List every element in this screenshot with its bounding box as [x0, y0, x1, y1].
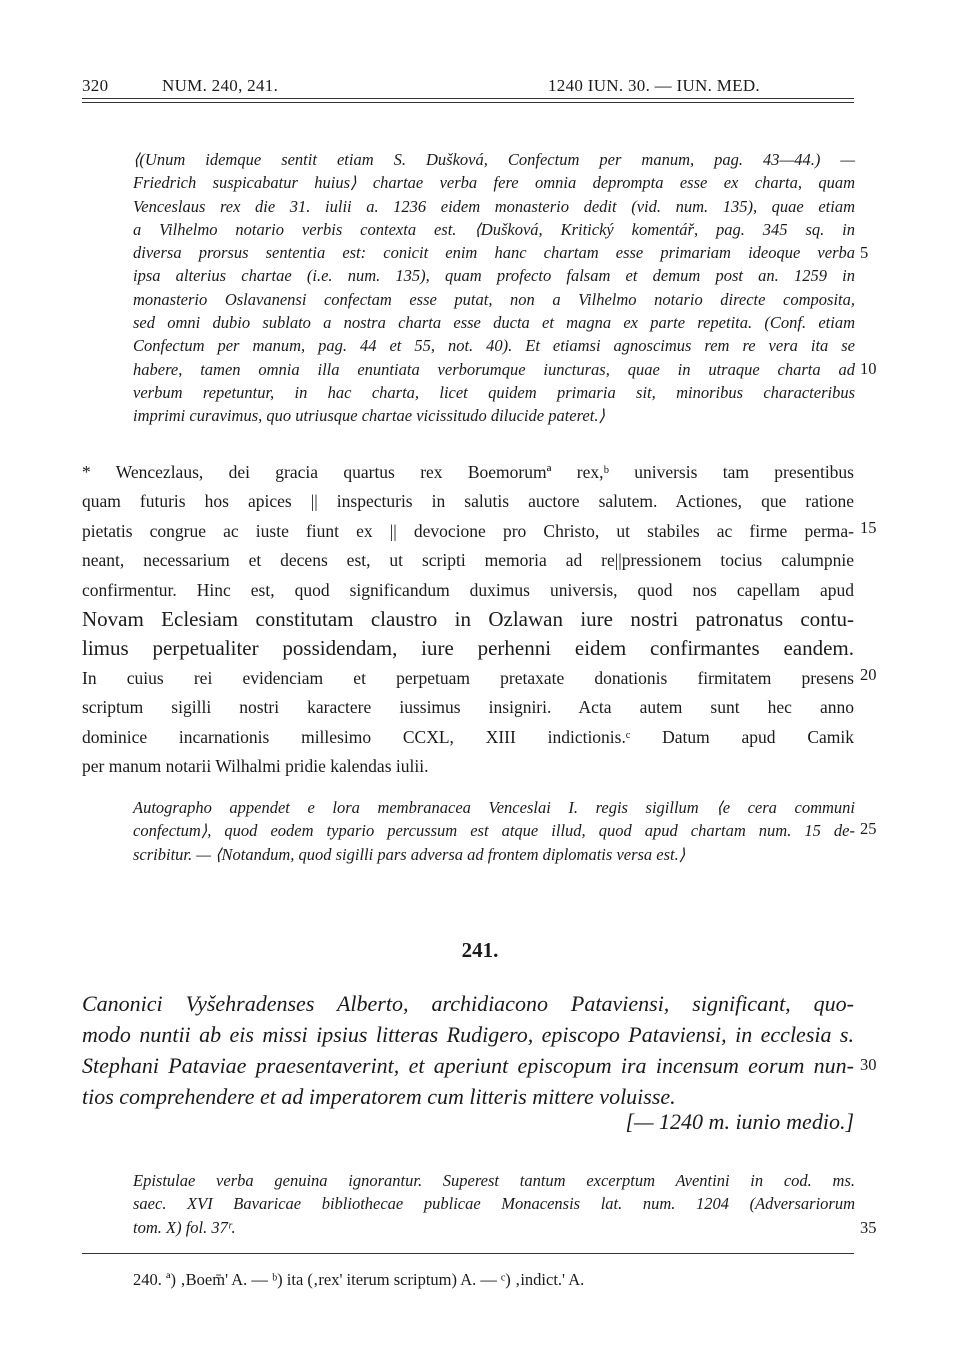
line-number: 30: [860, 1055, 877, 1074]
charter-text: [82, 458, 854, 781]
header-rule-double: [82, 102, 854, 103]
seal-note: [133, 796, 855, 866]
line-number: 15: [860, 518, 877, 537]
commentary-line: sed omni dubio sublato a nostra charta esse ducta et magna ex parte repetita. (Conf. etiam: [133, 313, 855, 333]
charter-line: limus perpetualiter possidendam, iure perhenni eidem confirmantes eandem.: [82, 636, 854, 661]
source-line: tom. X) fol. 37ʳ.: [133, 1217, 236, 1237]
regest-line: modo nuntii ab eis missi ipsius litteras Rudigero, episcopo Pataviensi, in ecclesia s.: [82, 1022, 854, 1047]
source-line: Epistulae verba genuina ignorantur. Superest tantum excerptum Aventini in cod. ms.: [133, 1171, 855, 1190]
commentary-line: Confectum per manum, pag. 44 et 55, not. 40). Et etiamsi agnoscimus rem re vera ita se: [133, 336, 855, 356]
commentary-line: ipsa alterius chartae (i.e. num. 135), quam profecto falsam et demum post an. 1259 in: [133, 266, 855, 286]
charter-line: confirmentur. Hinc est, quod significandum duximus universis, quod nos capellam apud: [82, 579, 854, 600]
commentary-line: verbum repetuntur, in hac charta, licet quidem primaria sit, minoribus characteribus: [133, 382, 855, 402]
line-number: 35: [860, 1218, 877, 1237]
commentary-line: Venceslaus rex die 31. iulii a. 1236 eidem monasterio dedit (vid. num. 135), quae etiam: [133, 196, 855, 216]
header-rule: [82, 98, 854, 99]
charter-line: pietatis congrue ac iuste fiunt ex || devocione pro Christo, ut stabiles ac firme perma-: [82, 520, 854, 541]
charter-line: scriptum sigilli nostri karactere iussimus insigniri. Acta autem sunt hec anno: [82, 697, 854, 718]
document-date: [— 1240 m. iunio medio.]: [625, 1109, 854, 1134]
regest-line: Canonici Vyšehradenses Alberto, archidiacono Pataviensi, significant, quo-: [82, 991, 854, 1016]
commentary-line: a Vilhelmo notario verbis contexta est. ⟨Dušková, Kritický komentář, pag. 345 sq. in: [133, 219, 855, 239]
charter-line: * Wencezlaus, dei gracia quartus rex Boemorumª rex,ᵇ universis tam presentibus: [82, 462, 854, 482]
charter-line: In cuius rei evidenciam et perpetuam pretaxate donationis firmitatem presens: [82, 667, 854, 688]
note-line: confectum⟩, quod eodem typario percussum est atque illud, quod apud chartam num. 15 de-: [133, 821, 855, 841]
regest-block: [82, 988, 854, 1112]
commentary-line: diversa prorsus sententia est: conicit enim hanc chartam esse primariam ideoque verba: [133, 243, 855, 263]
commentary-line: imprimi curavimus, quo utriusque chartae vicissitudo dilucide pateret.⟩: [133, 406, 605, 426]
regest-line: tios comprehendere et ad imperatorem cum litteris mittere voluisse.: [82, 1084, 676, 1109]
charter-line: dominice incarnationis millesimo CCXL, XIII indictionis.ᶜ Datum apud Camik: [82, 726, 854, 747]
commentary-line: monasterio Oslavanensi confectam esse putat, non a Vilhelmo notario directe composita,: [133, 289, 855, 309]
note-line: scribitur. — ⟨Notandum, quod sigilli pars adversa ad frontem diplomatis versa est.⟩: [133, 844, 686, 864]
footnote: [133, 1270, 855, 1290]
commentary-line: Friedrich suspicabatur huius⟩ chartae verba fere omnia deprompta esse ex charta, quam: [133, 173, 855, 193]
source-note: [133, 1169, 855, 1239]
line-number: 20: [860, 665, 877, 684]
footnote-text: 240. ª) ‚Boem̄' A. — ᵇ) ita (‚rex' iterum scriptum) A. — ᶜ) ‚indict.' A.: [133, 1270, 585, 1289]
line-number: 5: [860, 243, 869, 262]
charter-line: neant, necessarium et decens est, ut scripti memoria ad re||pressionem tocius calumpnie: [82, 550, 854, 571]
page-number: 320: [82, 76, 109, 95]
regest-line: Stephani Pataviae praesentaverint, et aperiunt episcopum ira incensum eorum nun-: [82, 1053, 854, 1078]
note-line: Autographo appendet e lora membranacea Venceslai I. regis sigillum ⟨e cera communi: [133, 798, 855, 817]
running-header: [82, 76, 854, 98]
date-range: 1240 IUN. 30. — IUN. MED.: [548, 76, 760, 95]
source-line: saec. XVI Bavaricae bibliothecae publicae Monacensis lat. num. 1204 (Adversariorum: [133, 1194, 855, 1214]
line-number: 25: [860, 819, 877, 838]
commentary-line: ⟨(Unum idemque sentit etiam S. Dušková, Confectum per manum, pag. 43—44.) —: [133, 150, 855, 169]
document-number: 241.: [461, 938, 499, 962]
footnote-rule: [82, 1253, 854, 1254]
commentary-block: [133, 148, 855, 428]
charter-line: quam futuris hos apices || inspecturis in salutis auctore salutem. Actiones, que ratione: [82, 491, 854, 512]
document-numbers: NUM. 240, 241.: [162, 76, 279, 95]
commentary-line: habere, tamen omnia illa enuntiata verborumque iuncturas, quae in utraque charta ad: [133, 359, 855, 379]
charter-line: per manum notarii Wilhalmi pridie kalendas iulii.: [82, 756, 429, 777]
line-number: 10: [860, 359, 877, 378]
charter-line: Novam Eclesiam constitutam claustro in Ozlawan iure nostri patronatus contu-: [82, 607, 854, 632]
